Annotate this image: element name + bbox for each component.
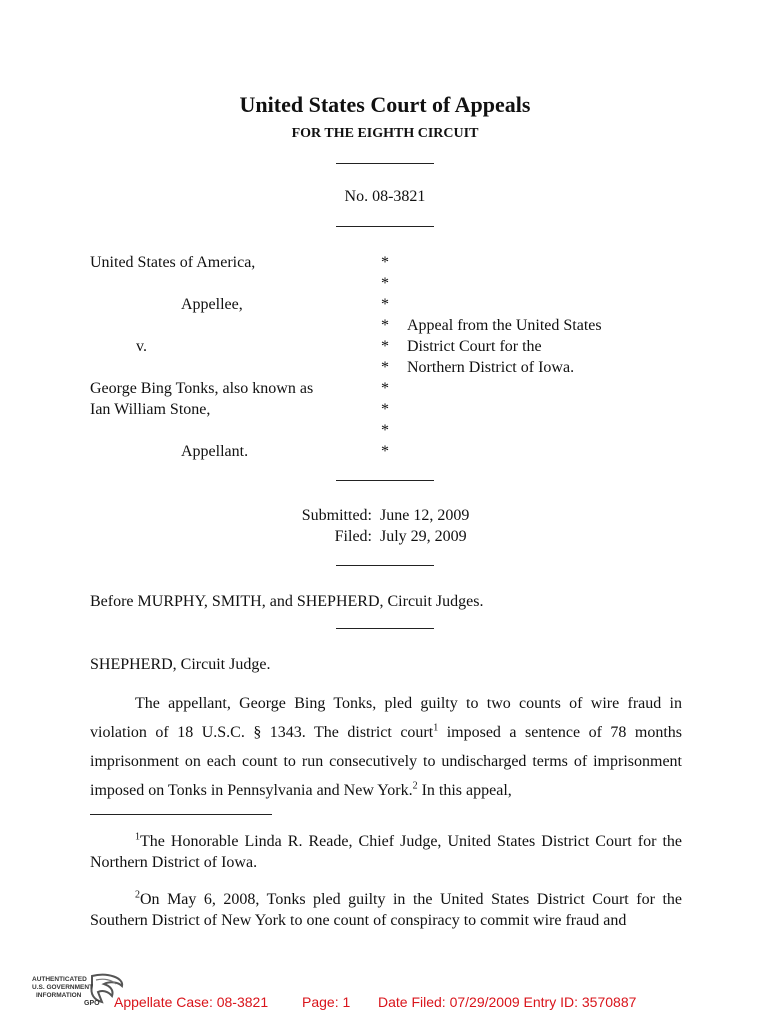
footnote-number: 1 bbox=[135, 831, 140, 843]
caption-star: * bbox=[381, 380, 389, 397]
footer-page: Page: 1 bbox=[302, 994, 351, 1010]
footnote-rule bbox=[90, 814, 272, 815]
opinion-paragraph bbox=[90, 689, 682, 805]
logo-text: INFORMATION bbox=[36, 992, 82, 999]
caption-star: * bbox=[381, 296, 389, 313]
footer-case: Appellate Case: 08-3821 bbox=[114, 994, 269, 1010]
role-appellee: Appellee, bbox=[181, 296, 243, 313]
divider bbox=[336, 226, 434, 227]
footnote-2 bbox=[90, 889, 682, 931]
footer-filed: Date Filed: 07/29/2009 Entry ID: 3570887 bbox=[378, 994, 637, 1010]
submitted-label: Submitted: bbox=[301, 507, 372, 524]
case-number: No. 08-3821 bbox=[344, 188, 426, 205]
court-title: United States Court of Appeals bbox=[239, 92, 531, 117]
party-appellant-line2: Ian William Stone, bbox=[90, 401, 211, 418]
caption-star: * bbox=[381, 275, 389, 292]
filed-label: Filed: bbox=[334, 528, 372, 545]
role-appellant: Appellant. bbox=[181, 443, 249, 460]
footnote-text: The Honorable Linda R. Reade, Chief Judge, United States District Court for the Northern District of Iowa. bbox=[90, 833, 682, 871]
circuit-subtitle: FOR THE EIGHTH CIRCUIT bbox=[291, 126, 479, 141]
caption-star: * bbox=[381, 317, 389, 334]
divider bbox=[336, 163, 434, 164]
filed-date: July 29, 2009 bbox=[380, 528, 467, 545]
caption-star: * bbox=[381, 401, 389, 418]
footnote-1 bbox=[90, 831, 682, 873]
party-appellant-line1: George Bing Tonks, also known as bbox=[90, 380, 314, 397]
footnote-text: On May 6, 2008, Tonks pled guilty in the United States District Court for the Southern District of New York to one count of conspiracy to commit wire fraud and bbox=[90, 891, 682, 929]
submitted-date: June 12, 2009 bbox=[380, 507, 470, 524]
caption-star: * bbox=[381, 359, 389, 376]
appeal-from-line1: Appeal from the United States bbox=[407, 317, 602, 334]
opinion-text: The appellant, George Bing Tonks, pled guilty to two counts of wire fraud in violation of 18 U.S.C. § 1343. The district court bbox=[90, 695, 682, 741]
versus: v. bbox=[136, 338, 147, 355]
logo-text: GPO bbox=[84, 1000, 100, 1007]
party-appellee: United States of America, bbox=[90, 254, 256, 271]
logo-text: U.S. GOVERNMENT bbox=[32, 984, 94, 991]
footnote-ref: 2 bbox=[412, 780, 418, 792]
caption-star: * bbox=[381, 422, 389, 439]
panel-judges: Before MURPHY, SMITH, and SHEPHERD, Circuit Judges. bbox=[90, 593, 484, 610]
divider bbox=[336, 565, 434, 566]
divider bbox=[336, 628, 434, 629]
opinion-author: SHEPHERD, Circuit Judge. bbox=[90, 656, 271, 673]
caption-star: * bbox=[381, 443, 389, 460]
divider bbox=[336, 480, 434, 481]
caption-star: * bbox=[381, 338, 389, 355]
appeal-from-line2: District Court for the bbox=[407, 338, 542, 355]
appeal-from-line3: Northern District of Iowa. bbox=[407, 359, 575, 376]
opinion-text: imposed a sentence of 78 months imprisonment on each count to run consecutively to undischarged terms of imprisonment imposed on Tonks in Pennsylvania and New York. bbox=[90, 724, 683, 799]
footnote-number: 2 bbox=[135, 889, 140, 901]
footnote-ref: 1 bbox=[433, 722, 439, 734]
logo-text: AUTHENTICATED bbox=[32, 976, 87, 983]
opinion-text: In this appeal, bbox=[417, 782, 512, 799]
caption-star: * bbox=[381, 254, 389, 271]
